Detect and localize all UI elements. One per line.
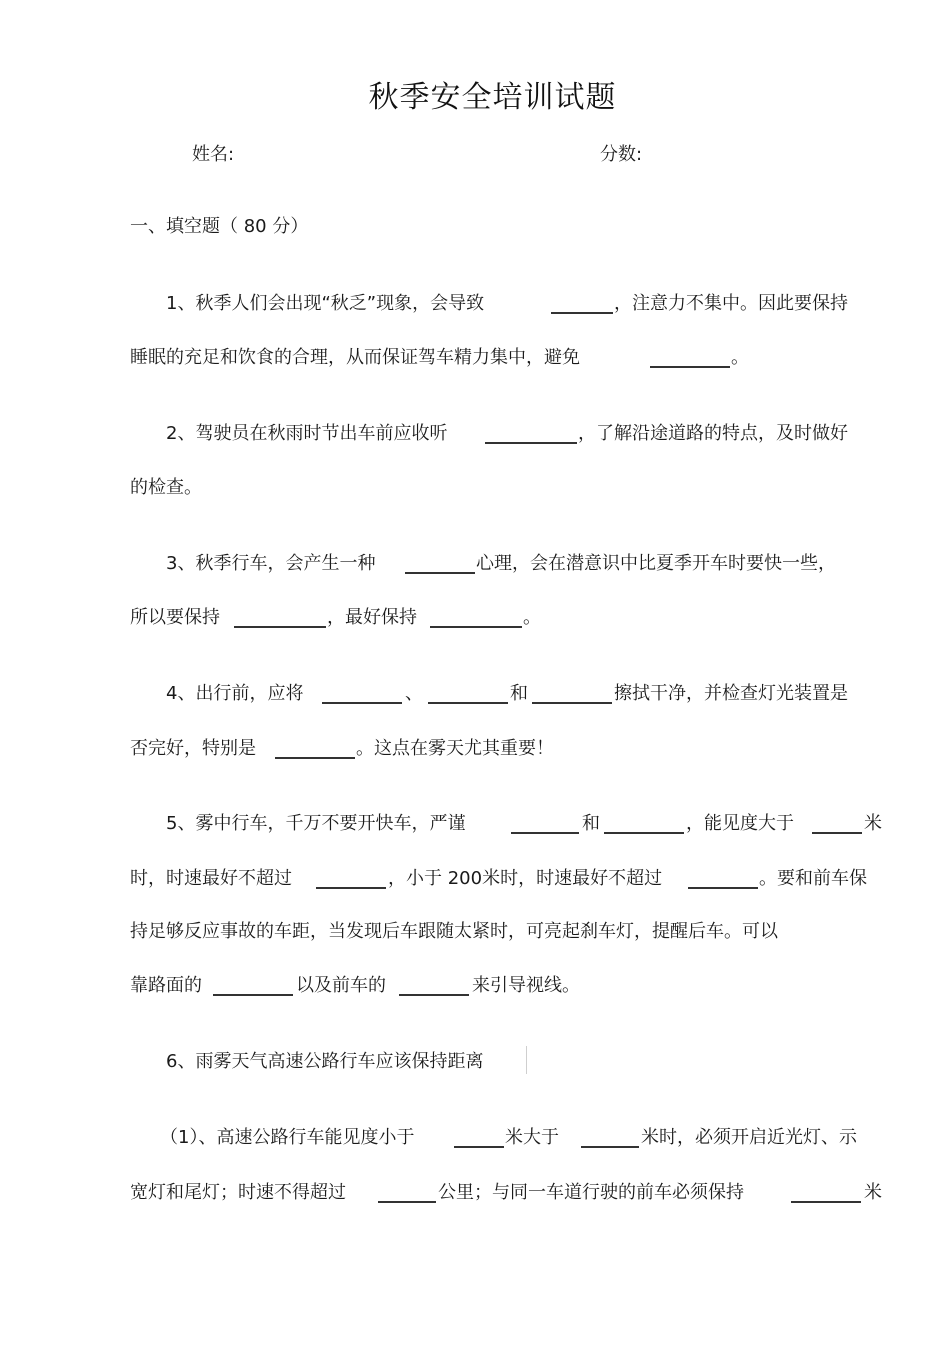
q6-sub1-text-d: 宽灯和尾灯；时速不得超过: [130, 1182, 346, 1203]
q4-text-d: 擦拭干净，并检查灯光装置是: [614, 683, 848, 704]
q2-text-b: ，了解沿途道路的特点，及时做好: [578, 423, 848, 444]
q5-blank-6[interactable]: [213, 994, 293, 996]
q2-text-c: 的检查。: [130, 477, 202, 498]
section-heading-text: 一、填空题（ 80 分）: [130, 216, 309, 237]
q6-sub1-text-e: 公里；与同一车道行驶的前车必须保持: [438, 1182, 744, 1203]
q6-sub1-text-b: 米大于: [505, 1127, 559, 1148]
q5-text-d: 米: [864, 813, 882, 834]
q5-text-f: ，小于 200米时，时速最好不超过: [388, 868, 663, 889]
q5-text-c: ，能见度大于: [686, 813, 794, 834]
q5-text-g: 。要和前车保: [759, 868, 867, 889]
q3-text-c: 所以要保持: [130, 607, 220, 628]
q2-blank-1[interactable]: [485, 442, 577, 444]
q5-text-h: 持足够反应事故的车距，当发现后车跟随太紧时，可亮起刹车灯，提醒后车。可以: [130, 921, 778, 942]
q5-blank-4[interactable]: [316, 887, 386, 889]
page-title: 秋季安全培训试题: [368, 80, 617, 115]
q5-blank-3[interactable]: [812, 832, 862, 834]
q5-text-b: 和: [582, 813, 600, 834]
q4-blank-2[interactable]: [428, 702, 508, 704]
q5-text-i: 靠路面的: [130, 975, 202, 996]
score-label: 分数:: [600, 144, 643, 165]
q6-sub1-text-a: （1）、高速公路行车能见度小于: [160, 1127, 415, 1148]
q6-sub1-text-f: 米: [864, 1182, 882, 1203]
q5-blank-5[interactable]: [688, 887, 758, 889]
q1-text-d: 。: [731, 347, 749, 368]
q3-blank-1[interactable]: [405, 572, 475, 574]
q4-text-b: 、: [405, 683, 423, 704]
q5-blank-2[interactable]: [604, 832, 684, 834]
q1-text-c: 睡眠的充足和饮食的合理，从而保证驾车精力集中，避免: [130, 347, 580, 368]
q5-text-j: 以及前车的: [296, 975, 386, 996]
q6-heading-text: 6、雨雾天气高速公路行车应该保持距离: [166, 1051, 484, 1072]
q4-text-e: 否完好，特别是: [130, 738, 256, 759]
name-label: 姓名:: [192, 144, 235, 165]
q2-text-a: 2、驾驶员在秋雨时节出车前应收听: [166, 423, 448, 444]
q3-blank-3[interactable]: [430, 626, 522, 628]
q6-blank-4[interactable]: [791, 1201, 861, 1203]
q4-text-c: 和: [510, 683, 528, 704]
q6-blank-3[interactable]: [378, 1201, 436, 1203]
q1-text-b: ，注意力不集中。因此要保持: [614, 293, 848, 314]
text-cursor-mark: [526, 1046, 527, 1074]
q3-blank-2[interactable]: [234, 626, 326, 628]
q5-text-a: 5、雾中行车，千万不要开快车，严谨: [166, 813, 466, 834]
q4-text-a: 4、出行前，应将: [166, 683, 304, 704]
q5-blank-1[interactable]: [511, 832, 579, 834]
q4-blank-1[interactable]: [322, 702, 402, 704]
q4-blank-3[interactable]: [532, 702, 612, 704]
q1-text-a: 1、秋季人们会出现“秋乏”现象，会导致: [166, 293, 485, 314]
q6-sub1-text-c: 米时，必须开启近光灯、示: [641, 1127, 857, 1148]
q6-blank-2[interactable]: [581, 1146, 639, 1148]
q1-blank-2[interactable]: [650, 366, 730, 368]
q5-text-e: 时，时速最好不超过: [130, 868, 292, 889]
q5-text-k: 来引导视线。: [472, 975, 580, 996]
q3-text-b: 心理，会在潜意识中比夏季开车时要快一些，: [476, 553, 836, 574]
q6-blank-1[interactable]: [454, 1146, 504, 1148]
q3-text-e: 。: [523, 607, 541, 628]
q3-text-d: ，最好保持: [327, 607, 417, 628]
q4-text-f: 。这点在雾天尤其重要！: [356, 738, 554, 759]
q3-text-a: 3、秋季行车，会产生一种: [166, 553, 376, 574]
q5-blank-7[interactable]: [399, 994, 469, 996]
q4-blank-4[interactable]: [275, 757, 355, 759]
q1-blank-1[interactable]: [551, 312, 613, 314]
